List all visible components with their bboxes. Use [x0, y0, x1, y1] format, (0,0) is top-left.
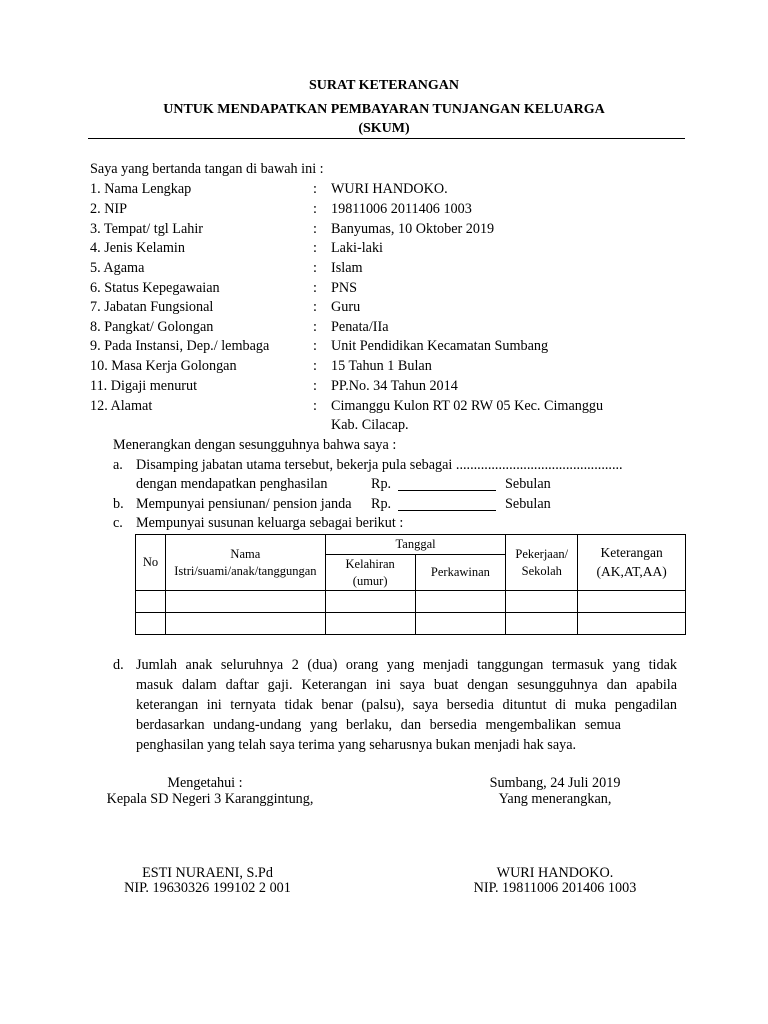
field-label: 10. Masa Kerja Golongan [90, 358, 237, 374]
field-colon: : [313, 181, 317, 197]
field-colon: : [313, 240, 317, 256]
field-colon: : [313, 260, 317, 276]
item-c-text: Mempunyai susunan keluarga sebagai berikut : [136, 515, 404, 531]
field-value: Cimanggu Kulon RT 02 RW 05 Kec. Cimanggu [331, 398, 604, 414]
field-value: Banyumas, 10 Oktober 2019 [331, 221, 495, 237]
item-b-amount-blank [398, 496, 496, 511]
field-value: PP.No. 34 Tahun 2014 [331, 378, 458, 394]
right-place-date: Sumbang, 24 Juli 2019 [489, 775, 621, 791]
document-title: SURAT KETERANGAN [308, 78, 459, 93]
field-colon: : [313, 299, 317, 315]
item-a-line2: dengan mendapatkan penghasilan [136, 476, 328, 492]
statement-lead: Menerangkan dengan sesungguhnya bahwa saya : [113, 437, 397, 453]
item-d-line3: keterangan ini ternyata tidak benar (palsu), saya bersedia dituntut di muka pengadilan [136, 697, 677, 713]
item-d-line2: masuk dalam daftar gaji. Keterangan ini saya buat dengan sesungguhnya dan apabila [136, 677, 677, 693]
field-colon: : [313, 338, 317, 354]
right-signature-nip: NIP. 19811006 201406 1003 [473, 880, 637, 896]
col-header-no: No [136, 535, 166, 591]
field-value: Laki-laki [331, 240, 383, 256]
intro-text: Saya yang bertanda tangan di bawah ini : [90, 161, 324, 177]
item-c-marker: c. [113, 515, 123, 531]
header-divider [88, 138, 685, 139]
field-label: 2. NIP [90, 201, 128, 217]
item-d-line5: penghasilan yang telah saya terima yang seharusnya bukan menjadi hak saya. [136, 737, 577, 753]
item-a-line1: Disamping jabatan utama tersebut, bekerja pula sebagai ............................................... [136, 457, 623, 473]
field-colon: : [313, 398, 317, 414]
field-value: WURI HANDOKO. [331, 181, 448, 197]
right-signature-role: Yang menerangkan, [498, 791, 612, 807]
field-colon: : [313, 280, 317, 296]
left-signature-nip: NIP. 19630326 199102 2 001 [124, 880, 291, 896]
item-d-marker: d. [113, 657, 124, 673]
field-label: 12. Alamat [90, 398, 153, 414]
field-label: 4. Jenis Kelamin [90, 240, 185, 256]
table-row [136, 591, 686, 613]
item-a-amount-blank [398, 476, 496, 491]
field-colon: : [313, 319, 317, 335]
item-b-rp: Rp. [371, 496, 392, 512]
field-label: 11. Digaji menurut [90, 378, 198, 394]
field-label: 7. Jabatan Fungsional [90, 299, 214, 315]
left-signature-title: Mengetahui : [167, 775, 243, 791]
field-colon: : [313, 201, 317, 217]
col-header-perkawinan: Perkawinan [415, 555, 506, 591]
item-d-line4: berdasarkan undang-undang yang berlaku, dan bersedia mengembalikan semua [136, 717, 621, 733]
item-a-rp: Rp. [371, 476, 392, 492]
col-header-kelahiran: Kelahiran (umur) [325, 555, 415, 591]
col-header-keterangan: Keterangan (AK,AT,AA) [578, 535, 686, 591]
field-value-continued: Kab. Cilacap. [331, 417, 409, 433]
field-label: 8. Pangkat/ Golongan [90, 319, 214, 335]
document-subtitle: UNTUK MENDAPATKAN PEMBAYARAN TUNJANGAN KELUARGA [163, 102, 605, 117]
right-signature-name: WURI HANDOKO. [496, 865, 614, 881]
field-label: 3. Tempat/ tgl Lahir [90, 221, 204, 237]
field-value: Unit Pendidikan Kecamatan Sumbang [331, 338, 549, 354]
field-label: 5. Agama [90, 260, 145, 276]
item-a-marker: a. [113, 457, 123, 473]
family-table [135, 534, 686, 635]
field-label: 6. Status Kepegawaian [90, 280, 220, 296]
field-colon: : [313, 378, 317, 394]
item-d-line1: Jumlah anak seluruhnya 2 (dua) orang yang menjadi tanggungan termasuk yang tidak [136, 657, 677, 673]
field-value: Guru [331, 299, 361, 315]
col-header-tanggal: Tanggal [325, 535, 506, 555]
left-signature-name: ESTI NURAENI, S.Pd [142, 865, 273, 881]
table-row [136, 613, 686, 635]
field-value: Penata/IIa [331, 319, 389, 335]
item-b-text: Mempunyai pensiunan/ pension janda [136, 496, 352, 512]
field-label: 9. Pada Instansi, Dep./ lembaga [90, 338, 270, 354]
item-a-sebulan: Sebulan [505, 476, 551, 492]
field-colon: : [313, 358, 317, 374]
item-b-marker: b. [113, 496, 124, 512]
col-header-nama: Nama Istri/suami/anak/tanggungan [165, 535, 325, 591]
field-value: Islam [331, 260, 363, 276]
left-signature-role: Kepala SD Negeri 3 Karanggintung, [106, 791, 314, 807]
col-header-pekerjaan: Pekerjaan/ Sekolah [506, 535, 578, 591]
field-label: 1. Nama Lengkap [90, 181, 192, 197]
field-colon: : [313, 221, 317, 237]
document-abbreviation: (SKUM) [358, 121, 410, 136]
field-value: PNS [331, 280, 358, 296]
item-b-sebulan: Sebulan [505, 496, 551, 512]
field-value: 15 Tahun 1 Bulan [331, 358, 432, 374]
field-value: 19811006 2011406 1003 [331, 201, 472, 217]
